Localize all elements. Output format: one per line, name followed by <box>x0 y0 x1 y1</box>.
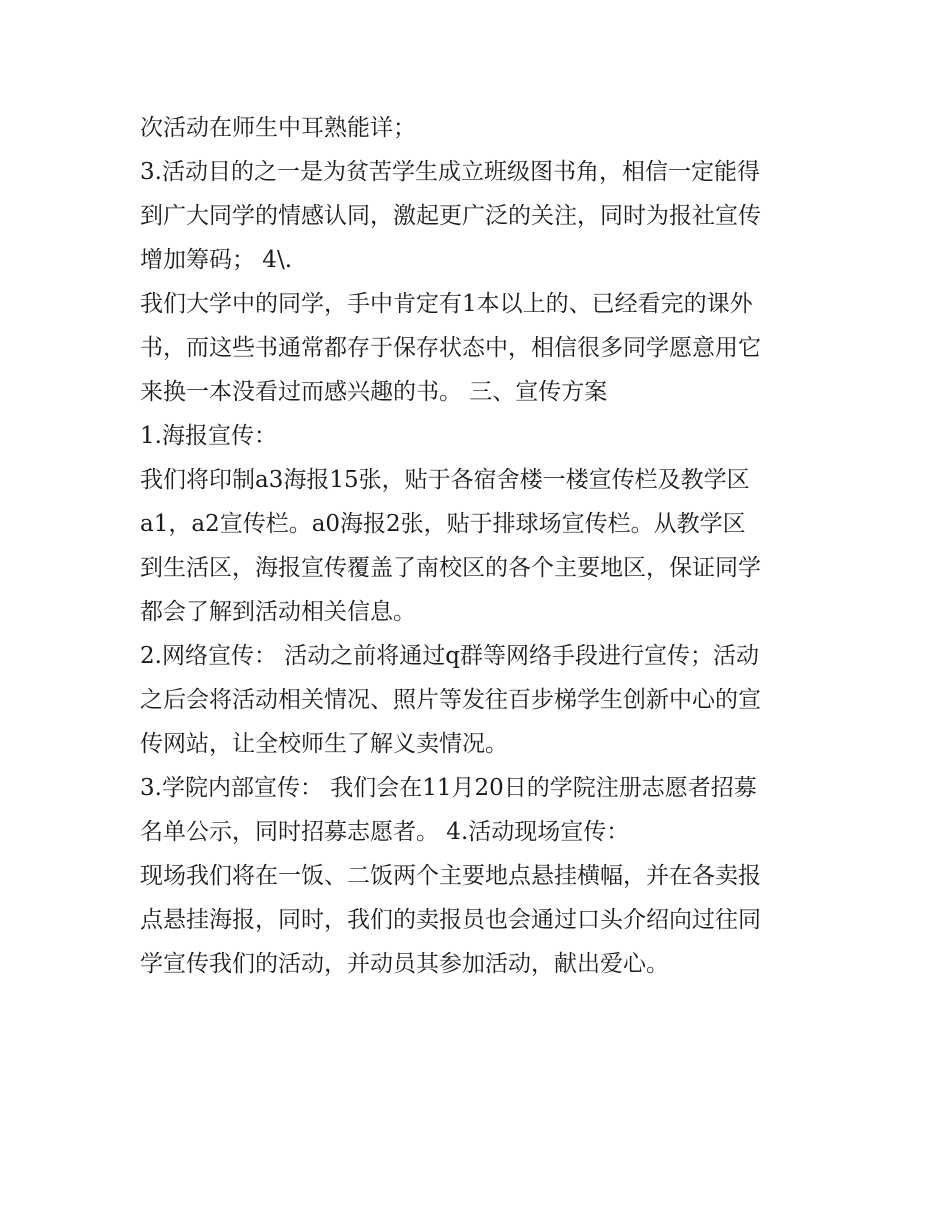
text-line: 来换一本没看过而感兴趣的书。 三、宣传方案 <box>140 379 608 405</box>
text-line: 点悬挂海报，同时，我们的卖报员也会通过口头介绍向过往同 <box>140 907 761 933</box>
text-line: 我们大学中的同学，手中肯定有1本以上的、已经看完的课外 <box>140 291 753 317</box>
text-line: 到广大同学的情感认同，激起更广泛的关注，同时为报社宣传 <box>140 203 761 229</box>
text-line: a1，a2宣传栏。a0海报2张，贴于排球场宣传栏。从教学区 <box>140 511 746 537</box>
body-text <box>140 106 830 986</box>
text-line: 之后会将活动相关情况、照片等发往百步梯学生创新中心的宣 <box>140 687 761 713</box>
text-line: 现场我们将在一饭、二饭两个主要地点悬挂横幅，并在各卖报 <box>140 863 761 889</box>
text-line: 我们将印制a3海报15张，贴于各宿舍楼一楼宣传栏及教学区 <box>140 467 750 493</box>
text-line: 增加筹码； 4\. <box>140 247 293 273</box>
text-line: 学宣传我们的活动，并动员其参加活动，献出爱心。 <box>140 951 669 977</box>
text-line: 次活动在师生中耳熟能详； <box>140 115 416 141</box>
text-line: 到生活区，海报宣传覆盖了南校区的各个主要地区，保证同学 <box>140 555 761 581</box>
text-line: 1.海报宣传： <box>140 423 277 449</box>
text-line: 都会了解到活动相关信息。 <box>140 599 416 625</box>
text-line: 传网站，让全校师生了解义卖情况。 <box>140 731 508 757</box>
text-line: 书，而这些书通常都存于保存状态中，相信很多同学愿意用它 <box>140 335 761 361</box>
text-line: 2.网络宣传： 活动之前将通过q群等网络手段进行宣传；活动 <box>140 643 759 669</box>
text-line: 3.学院内部宣传： 我们会在11月20日的学院注册志愿者招募 <box>140 775 757 801</box>
text-line: 名单公示，同时招募志愿者。 4.活动现场宣传： <box>140 819 630 845</box>
text-line: 3.活动目的之一是为贫苦学生成立班级图书角，相信一定能得 <box>140 159 760 185</box>
